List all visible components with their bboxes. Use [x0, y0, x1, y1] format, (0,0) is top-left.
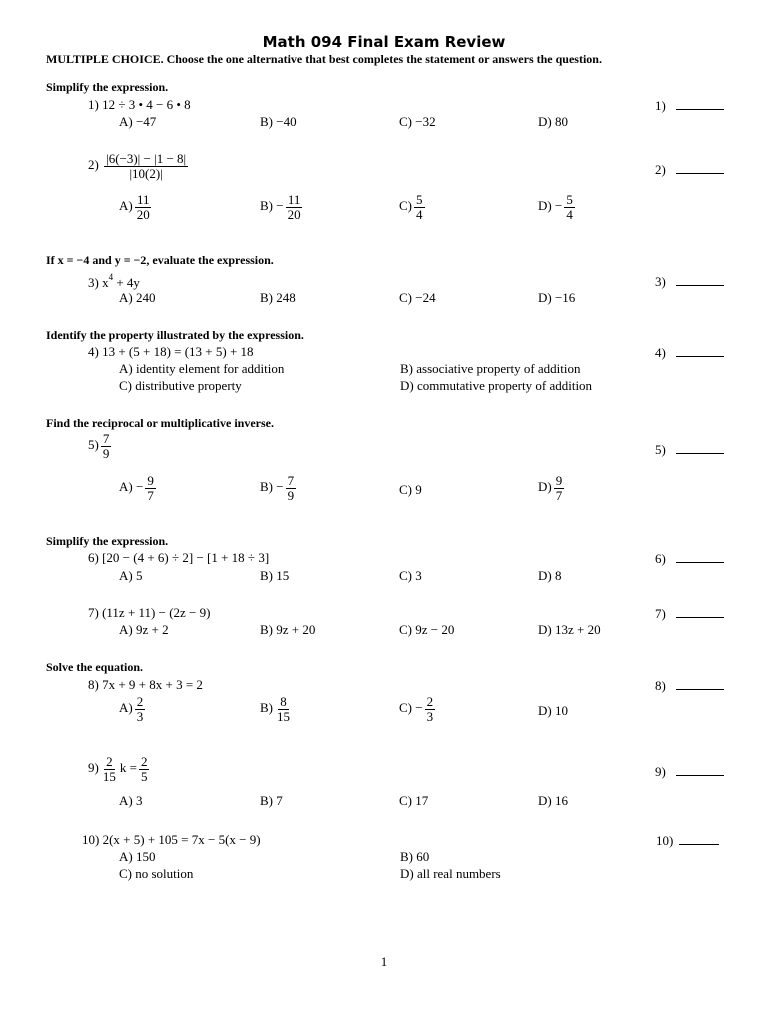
numerator: |6(−3)| − |1 − 8| — [106, 151, 187, 166]
answer-slot-label: 7) — [655, 606, 666, 621]
choice-b[interactable]: B) 60 — [400, 849, 430, 864]
answer-slot-label: 8) — [655, 678, 666, 693]
answer-blank[interactable] — [676, 677, 724, 690]
choice-d[interactable]: D) all real numbers — [400, 866, 501, 881]
question-6-text: 6) [20 − (4 + 6) ÷ 2] − [1 + 18 ÷ 3] — [88, 550, 270, 565]
choice-c[interactable]: C) − $\frac{2}{3}$ — [399, 694, 434, 724]
choice-d[interactable]: D) $\frac{9}{7}$ — [538, 473, 563, 503]
answer-slot-label: 6) — [655, 551, 666, 566]
answer-slot-8[interactable] — [655, 677, 724, 694]
choice-c[interactable]: C) no solution — [119, 866, 194, 881]
answer-slot-9[interactable] — [655, 763, 724, 780]
choice-b[interactable]: B) − $\frac{7}{9}$ — [260, 473, 295, 503]
answer-slot-1[interactable] — [655, 97, 724, 114]
exponent: 4 — [108, 272, 114, 282]
choice-c[interactable]: C) 9z − 20 — [399, 622, 455, 637]
choice-b[interactable]: B) 248 — [260, 290, 296, 305]
answer-blank[interactable] — [676, 763, 724, 776]
answer-slot-label: 3) — [655, 274, 666, 289]
question-8-text: 8) 7x + 9 + 8x + 3 = 2 — [88, 677, 203, 692]
answer-blank[interactable] — [676, 344, 724, 357]
answer-slot-6[interactable] — [655, 550, 724, 567]
answer-slot-label: 9) — [655, 764, 666, 779]
question-4-text: 4) 13 + (5 + 18) = (13 + 5) + 18 — [88, 344, 254, 359]
choice-b[interactable]: B) $\frac{8}{15}$ — [260, 694, 290, 724]
choice-d[interactable]: D) 80 — [538, 114, 568, 129]
choice-d[interactable]: D) 16 — [538, 793, 568, 808]
choice-d[interactable]: D) 13z + 20 — [538, 622, 601, 637]
section-heading: Simplify the expression. — [46, 534, 169, 548]
answer-slot-10[interactable] — [656, 832, 719, 849]
question-1-text: 1) 12 ÷ 3 • 4 − 6 • 8 — [88, 97, 191, 112]
answer-slot-label: 2) — [655, 162, 666, 177]
choice-c[interactable]: C) 17 — [399, 793, 429, 808]
choice-c[interactable]: C) 9 — [399, 482, 422, 497]
choice-b[interactable]: B) 15 — [260, 568, 290, 583]
choice-a[interactable]: A) 3 — [119, 793, 143, 808]
choice-d[interactable]: D) 8 — [538, 568, 562, 583]
choice-a[interactable]: A) 150 — [119, 849, 156, 864]
answer-blank[interactable] — [676, 550, 724, 563]
denominator: |10(2)| — [129, 165, 163, 181]
choice-b[interactable]: B) associative property of addition — [400, 361, 581, 376]
choice-c[interactable]: C) −32 — [399, 114, 436, 129]
answer-blank[interactable] — [676, 97, 724, 110]
choice-d[interactable]: D) commutative property of addition — [400, 378, 593, 393]
instructions: MULTIPLE CHOICE. Choose the one alternative that best completes the statement or answers the question. — [46, 52, 602, 66]
answer-blank[interactable] — [676, 441, 724, 454]
question-10-text: 10) 2(x + 5) + 105 = 7x − 5(x − 9) — [82, 832, 261, 847]
choice-a[interactable]: A) 240 — [119, 290, 156, 305]
choice-a[interactable]: A) 9z + 2 — [119, 622, 169, 637]
answer-blank[interactable] — [679, 832, 719, 845]
section-heading: Simplify the expression. — [46, 80, 169, 94]
choice-b[interactable]: B) −40 — [260, 114, 297, 129]
answer-slot-2[interactable] — [655, 161, 724, 178]
choice-a[interactable]: A) 5 — [119, 568, 143, 583]
question-number: 2) — [88, 157, 99, 173]
answer-blank[interactable] — [676, 605, 724, 618]
section-heading: If x = −4 and y = −2, evaluate the expression. — [46, 253, 274, 267]
answer-slot-label: 1) — [655, 98, 666, 113]
page-title: Math 094 Final Exam Review — [262, 33, 506, 51]
choice-c[interactable]: C) −24 — [399, 290, 436, 305]
question-5-text: 5) $\frac{7}{9}$ — [88, 431, 110, 461]
choice-c[interactable]: C) $\frac{5}{4}$ — [399, 192, 423, 222]
choice-c[interactable]: C) distributive property — [119, 378, 242, 393]
choice-a[interactable]: A) identity element for addition — [119, 361, 285, 376]
section-heading: Identify the property illustrated by the expression. — [46, 328, 304, 342]
answer-slot-7[interactable] — [655, 605, 724, 622]
choice-a[interactable]: A) − $\frac{9}{7}$ — [119, 473, 154, 503]
choice-b[interactable]: B) 7 — [260, 793, 283, 808]
section-heading: Find the reciprocal or multiplicative inverse. — [46, 416, 274, 430]
section-heading: Solve the equation. — [46, 660, 144, 674]
choice-b[interactable]: B) − $\frac{11}{20}$ — [260, 192, 301, 222]
choice-d[interactable]: D) − $\frac{5}{4}$ — [538, 192, 573, 222]
answer-slot-3[interactable] — [655, 273, 724, 290]
answer-blank[interactable] — [676, 273, 724, 286]
answer-slot-label: 10) — [656, 833, 674, 848]
question-9-text: 9) $\frac{2}{15}$ k = $\frac{2}{5}$ — [88, 754, 148, 784]
choice-c[interactable]: C) 3 — [399, 568, 422, 583]
fraction — [104, 152, 188, 180]
choice-b[interactable]: B) 9z + 20 — [260, 622, 316, 637]
choice-a[interactable]: A) $\frac{2}{3}$ — [119, 694, 144, 724]
answer-slot-5[interactable] — [655, 441, 724, 458]
question-3-text: 3) $x^4 + 4y$ — [88, 272, 140, 290]
answer-slot-label: 4) — [655, 345, 666, 360]
answer-slot-4[interactable] — [655, 344, 724, 361]
choice-a[interactable]: A) $\frac{11}{20}$ — [119, 192, 150, 222]
question-7-text: 7) (11z + 11) − (2z − 9) — [88, 605, 211, 620]
question-2-text — [88, 152, 190, 180]
choice-d[interactable]: D) −16 — [538, 290, 576, 305]
choice-d[interactable]: D) 10 — [538, 703, 568, 718]
page-number: 1 — [380, 954, 388, 969]
choice-a[interactable]: A) −47 — [119, 114, 157, 129]
answer-slot-label: 5) — [655, 442, 666, 457]
answer-blank[interactable] — [676, 161, 724, 174]
